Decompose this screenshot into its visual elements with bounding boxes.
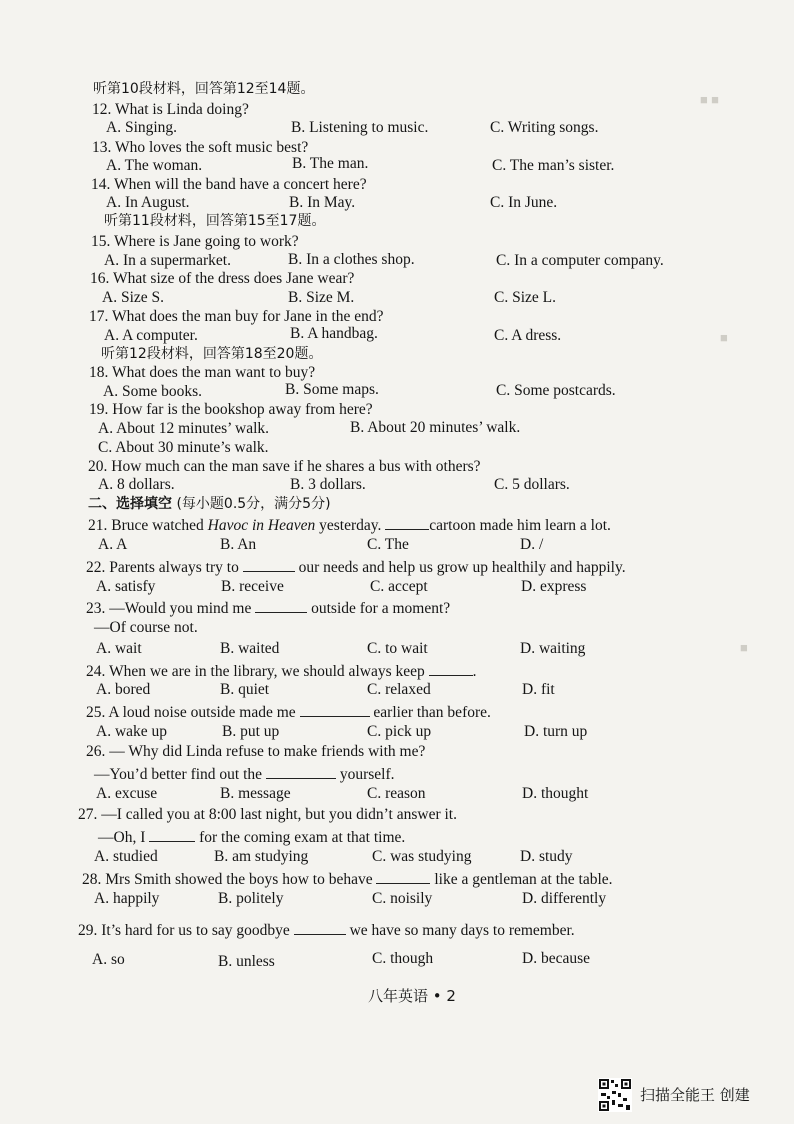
option-a: A. Size S. <box>102 289 164 306</box>
option-c: C. 5 dollars. <box>494 476 570 493</box>
question-stem: 13. Who loves the soft music best? <box>92 139 309 156</box>
option-c: C. was studying <box>372 848 472 865</box>
option-c: C. In June. <box>490 194 558 211</box>
option-a: A. wait <box>96 640 142 657</box>
question-reply: —Oh, I for the coming exam at that time. <box>98 829 406 846</box>
question-stem: 26. — Why did Linda refuse to make friends with me? <box>86 743 426 760</box>
option-a: A. excuse <box>96 785 158 802</box>
option-d: D. turn up <box>524 723 588 740</box>
option-a: A. About 12 minutes’ walk. <box>98 420 270 437</box>
question-stem: 15. Where is Jane going to work? <box>91 233 299 250</box>
answer-blank <box>266 764 336 779</box>
question-stem: 16. What size of the dress does Jane wear? <box>90 270 355 287</box>
movie-title: Havoc in Heaven <box>207 517 316 534</box>
option-a: A. A computer. <box>104 327 198 344</box>
option-b: B. message <box>220 785 291 802</box>
question-stem: 20. How much can the man save if he shares a bus with others? <box>88 458 481 475</box>
option-a: A. happily <box>94 890 160 907</box>
option-b: B. put up <box>222 723 280 740</box>
answer-blank <box>294 920 346 935</box>
option-c: C. Writing songs. <box>490 119 599 136</box>
answer-blank <box>300 702 370 717</box>
page-footer: 八年英语 • 2 <box>368 987 456 1005</box>
option-c: C. A dress. <box>494 327 562 344</box>
option-d: D. fit <box>522 681 555 698</box>
option-a: A. Singing. <box>106 119 178 136</box>
answer-blank <box>385 515 429 530</box>
option-c: C. to wait <box>367 640 428 657</box>
option-b: B. In May. <box>289 194 356 211</box>
question-stem: 21. Bruce watched Havoc in Heaven yesterday. cartoon made him learn a lot. <box>88 517 611 534</box>
listening-instruction: 听第11段材料，回答第15至17题。 <box>104 213 326 229</box>
option-d: D. differently <box>522 890 607 907</box>
option-b: B. 3 dollars. <box>290 476 366 493</box>
option-b: B. About 20 minutes’ walk. <box>350 419 521 436</box>
option-c: C. The <box>367 536 409 553</box>
option-a: A. In a supermarket. <box>104 252 231 269</box>
qr-code-icon <box>598 1078 632 1112</box>
option-d: D. waiting <box>520 640 586 657</box>
answer-blank <box>255 598 307 613</box>
option-c: C. Some postcards. <box>496 382 616 399</box>
question-stem: 28. Mrs Smith showed the boys how to behave like a gentleman at the table. <box>82 871 613 888</box>
option-b: B. Size M. <box>288 289 355 306</box>
option-b: B. politely <box>218 890 284 907</box>
option-c: C. though <box>372 950 434 967</box>
scanner-brand-label: 扫描全能王 创建 <box>640 1086 750 1104</box>
question-reply: —You’d better find out the yourself. <box>94 766 395 783</box>
question-stem: 23. —Would you mind me outside for a moment? <box>86 600 451 617</box>
question-stem: 17. What does the man buy for Jane in the end? <box>89 308 384 325</box>
option-b: B. A handbag. <box>290 325 378 342</box>
option-c: C. About 30 minute’s walk. <box>98 439 269 456</box>
section-title: 二、选择填空 <box>88 496 172 512</box>
question-stem: 29. It’s hard for us to say goodbye we have so many days to remember. <box>78 922 575 939</box>
option-c: C. The man’s sister. <box>492 157 615 174</box>
question-stem: 19. How far is the bookshop away from here? <box>89 401 373 418</box>
question-stem: 24. When we are in the library, we should always keep . <box>86 663 477 680</box>
option-b: B. Listening to music. <box>291 119 429 136</box>
option-b: B. receive <box>221 578 284 595</box>
question-stem: 12. What is Linda doing? <box>92 101 249 118</box>
exam-page: ■ ■ ■ ■ 听第10段材料，回答第12至14题。 12. What is Linda doing? A. Singing. B. Listening to music. C. Writing songs. 13. Who loves the soft music best? A. The woman. B. The man. C. The man’s sister. 14. When will the band have a concert here? A. In August. B. In May. C. In June. 听第11段材料，回答第15至17题。 15. Where is Jane going to work? A. In a supermarket. B. In a clothes shop. C. In a computer company. 16. What size of the dress does Jane wear? A. Size S. B. Size M. C. Size L. 17. What does the man buy for Jane in the end? A. A computer. B. A handbag. C. A dress. 听第12段材料，回答第18至20题。 18. What does the man want to buy? A. Some books. B. Some maps. C. Some postcards. 19. How far is the bookshop away from here? A. About 12 minutes’ walk. B. About 20 minutes’ walk. C. About 30 minute’s walk. 20. How much can the man save if he shares a bus with others? A. 8 dollars. B. 3 dollars. C. 5 dollars. 二、选择填空 (每小题0.5分，满分5分) 21. Bruce watched Havoc in Heaven yesterday. cartoon made him learn a lot. A. A B. An C. The D. / 22. Parents always try to our needs and help us grow up healthily and happily. A. satisfy B. receive C. accept D. express 23. —Would you mind me outside for a moment? —Of course not. A. wait B. waited C. to wait D. waiting 24. When we are in the library, we should always keep . A. bored B. quiet C. relaxed D. fit 25. A loud noise outside made me earlier than before. A. wake up B. put up C. pick up D. turn up 26. — Why did Linda refuse to make friends with me? —You’d better find out the yourself. A. excuse B. message C. reason D. thought 27. —I called you at 8:00 last night, but you didn’t answer it. —Oh, I for the coming exam at that time. A. studied B. am studying C. was studying D. study 28. Mrs Smith showed the boys how to behave like a gentleman at the table. A. happily B. politely C. noisily D. differently 29. It’s hard for us to say goodbye we have so many days to remember. A. so B. unless C. though D. because 八年英语 • 2 扫描全能王 创建 <box>0 0 794 1124</box>
option-b: B. An <box>220 536 257 553</box>
answer-blank <box>149 827 195 842</box>
listening-instruction: 听第10段材料，回答第12至14题。 <box>93 81 315 97</box>
option-c: C. noisily <box>372 890 433 907</box>
option-c: C. pick up <box>367 723 432 740</box>
question-stem: 27. —I called you at 8:00 last night, but you didn’t answer it. <box>78 806 457 823</box>
option-a: A. Some books. <box>103 383 203 400</box>
option-b: B. am studying <box>214 848 309 865</box>
option-a: A. The woman. <box>106 157 203 174</box>
option-a: A. wake up <box>96 723 168 740</box>
option-d: D. express <box>521 578 587 595</box>
question-stem: 25. A loud noise outside made me earlier than before. <box>86 704 491 721</box>
section-heading <box>88 495 331 513</box>
option-b: B. waited <box>220 640 280 657</box>
answer-blank <box>243 557 295 572</box>
option-c: C. In a computer company. <box>496 252 664 269</box>
option-c: C. reason <box>367 785 426 802</box>
option-d: D. thought <box>522 785 589 802</box>
section-scoring: (每小题0.5分，满分5分) <box>176 496 331 512</box>
option-b: B. The man. <box>292 155 369 172</box>
question-stem: 18. What does the man want to buy? <box>89 364 316 381</box>
option-a: A. bored <box>96 681 151 698</box>
option-b: B. Some maps. <box>285 381 379 398</box>
answer-blank <box>376 869 430 884</box>
option-b: B. In a clothes shop. <box>288 251 415 268</box>
listening-instruction: 听第12段材料，回答第18至20题。 <box>101 346 323 362</box>
option-b: B. quiet <box>220 681 270 698</box>
option-a: A. In August. <box>106 194 190 211</box>
option-d: D. because <box>522 950 590 967</box>
question-stem: 22. Parents always try to our needs and help us grow up healthily and happily. <box>86 559 626 576</box>
answer-blank <box>429 661 473 676</box>
option-d: D. / <box>520 536 544 553</box>
option-a: A. 8 dollars. <box>98 476 175 493</box>
option-a: A. A <box>98 536 128 553</box>
option-a: A. studied <box>94 848 158 865</box>
option-a: A. so <box>92 951 125 968</box>
option-c: C. accept <box>370 578 428 595</box>
question-stem: 14. When will the band have a concert here? <box>91 176 367 193</box>
question-reply: —Of course not. <box>94 619 198 636</box>
option-c: C. relaxed <box>367 681 431 698</box>
option-c: C. Size L. <box>494 289 556 306</box>
option-a: A. satisfy <box>96 578 156 595</box>
option-b: B. unless <box>218 953 275 970</box>
option-d: D. study <box>520 848 573 865</box>
